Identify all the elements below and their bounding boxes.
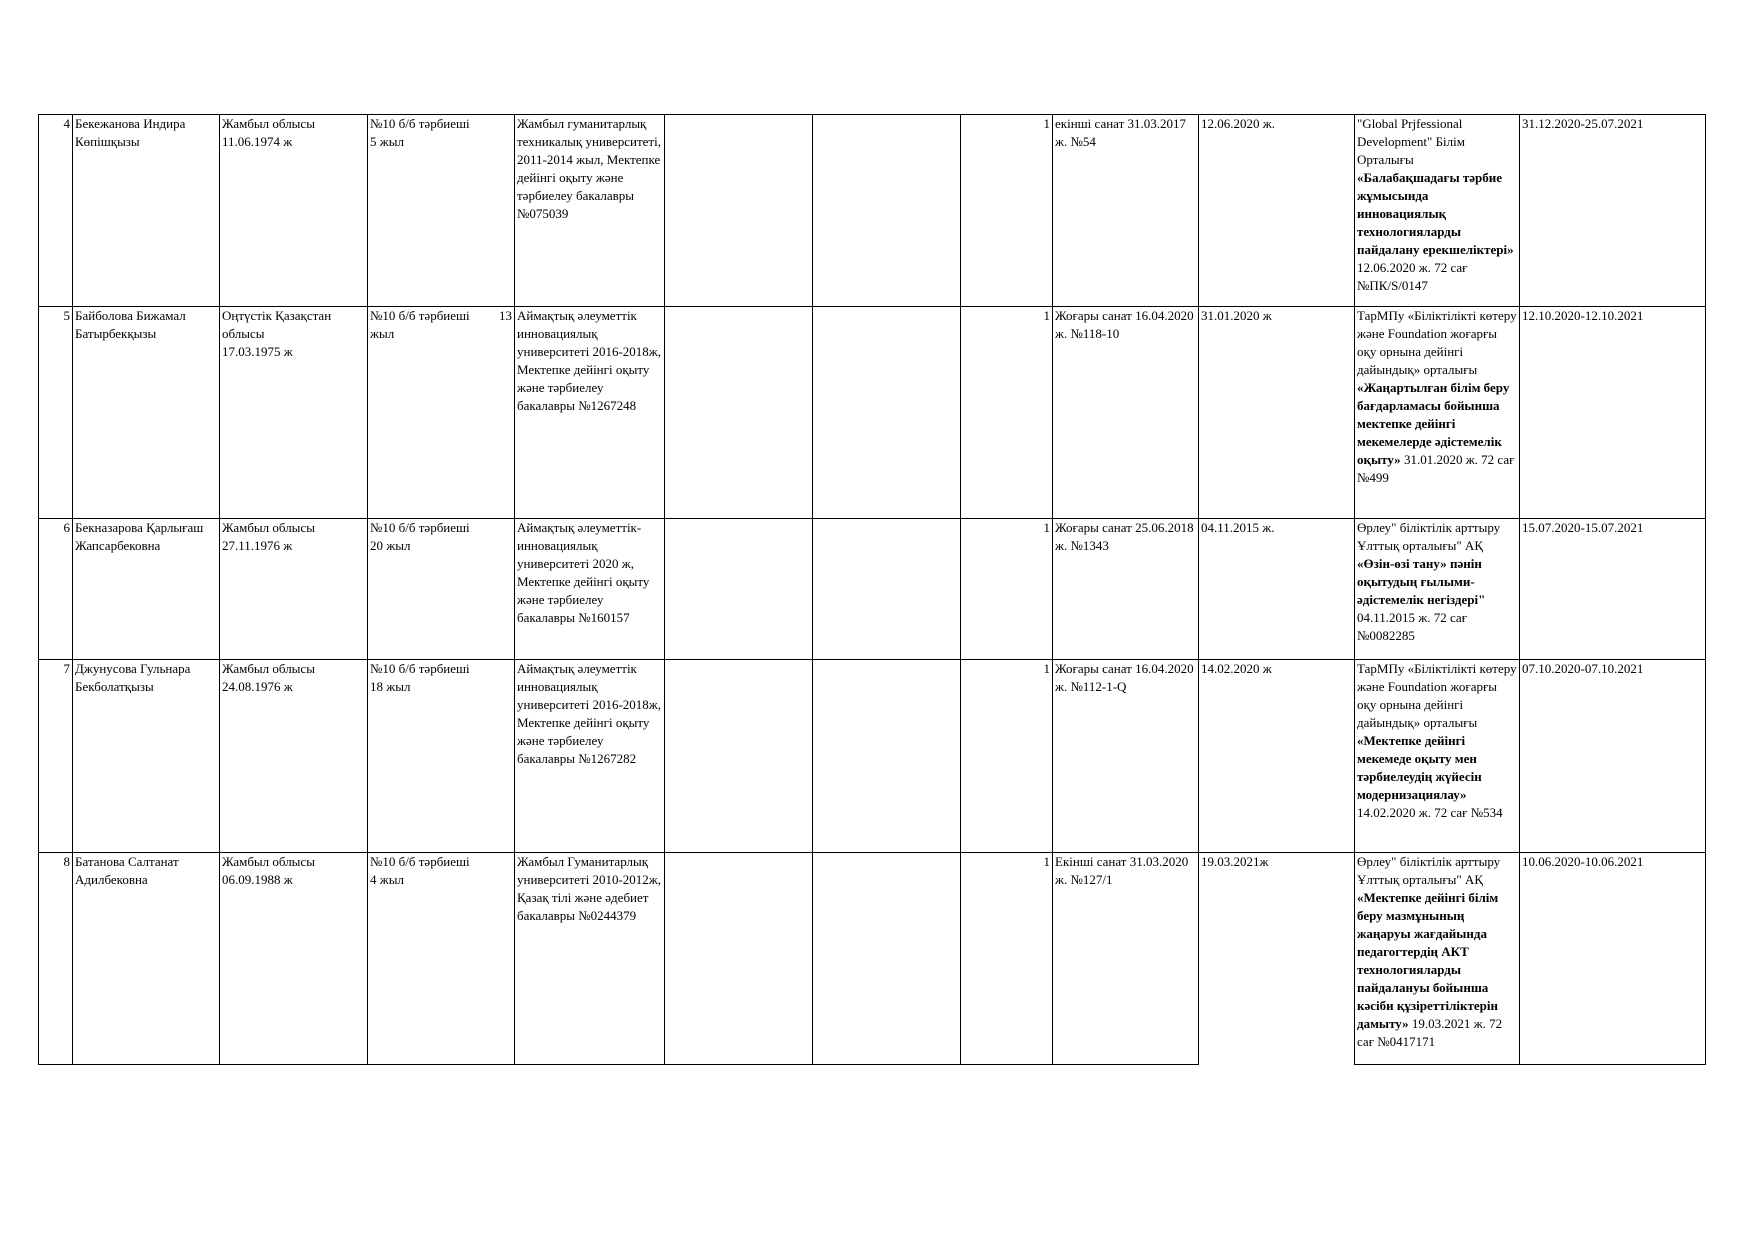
birth-date: 27.11.1976 ж	[222, 538, 293, 553]
course-certificate: 31.01.2020 ж. 72 сағ №499	[1357, 452, 1515, 485]
period-cell: 10.06.2020-10.06.2021	[1520, 853, 1706, 1065]
work-experience: 18 жыл	[370, 679, 411, 694]
empty-cell	[813, 660, 961, 853]
birth-place: Оңтүстік Қазақстан облысы	[222, 308, 332, 341]
empty-cell	[665, 660, 813, 853]
empty-cell	[813, 307, 961, 519]
position-title: №10 б/б тәрбиеші	[370, 661, 470, 676]
birth-date: 11.06.1974 ж	[222, 134, 293, 149]
position-title: №10 б/б тәрбиеші	[370, 116, 470, 131]
staff-table	[38, 114, 1706, 1065]
category-cell: Екінші санат 31.03.2020 ж. №127/1	[1053, 853, 1199, 1065]
position-title: №10 б/б тәрбиеші	[370, 854, 470, 869]
birth-cell	[220, 519, 368, 660]
position-cell	[368, 307, 515, 519]
count-cell: 1	[961, 115, 1053, 307]
education-cell: Аймақтық әлеуметтік-инновациялық университеті 2020 ж, Мектепке дейінгі оқыту және тәрбиелеу бакалавры №160157	[515, 519, 665, 660]
position-title: №10 б/б тәрбиеші	[370, 520, 470, 535]
course-cell	[1355, 660, 1520, 853]
education-cell: Аймақтық әлеуметтік инновациялық университеті 2016-2018ж, Мектепке дейінгі оқыту және тәрбиелеу бакалавры №1267282	[515, 660, 665, 853]
birth-cell	[220, 115, 368, 307]
table-row	[39, 853, 1706, 1065]
category-cell: Жоғары санат 25.06.2018 ж. №1343	[1053, 519, 1199, 660]
attestation-date-cell: 04.11.2015 ж.	[1199, 519, 1355, 660]
birth-cell	[220, 307, 368, 519]
full-name-cell: Джунусова Гульнара Бекболатқызы	[73, 660, 220, 853]
course-title: «Мектепке дейінгі мекемеде оқыту мен тәрбиелеудің жүйесін модернизациялау»	[1357, 733, 1482, 802]
empty-cell	[813, 519, 961, 660]
empty-cell	[665, 853, 813, 1065]
full-name-cell: Байболова Бижамал Батырбекқызы	[73, 307, 220, 519]
period-cell: 15.07.2020-15.07.2021	[1520, 519, 1706, 660]
empty-cell	[813, 115, 961, 307]
position-cell	[368, 853, 515, 1065]
education-cell: Жамбыл Гуманитарлық университеті 2010-2012ж, Қазақ тілі және әдебиет бакалавры №0244379	[515, 853, 665, 1065]
work-experience: жыл	[370, 326, 395, 341]
work-experience: 5 жыл	[370, 134, 404, 149]
attestation-date-cell: 19.03.2021ж	[1201, 854, 1269, 869]
birth-cell	[220, 853, 368, 1065]
position-title: №10 б/б тәрбиеші	[370, 308, 470, 323]
empty-cell	[665, 519, 813, 660]
position-cell	[368, 115, 515, 307]
work-experience: 20 жыл	[370, 538, 411, 553]
work-experience: 4 жыл	[370, 872, 404, 887]
course-cell	[1355, 307, 1520, 519]
category-cell: екінші санат 31.03.2017 ж. №54	[1053, 115, 1199, 307]
position-cell	[368, 519, 515, 660]
course-cell	[1355, 115, 1520, 307]
birth-place: Жамбыл облысы	[222, 116, 315, 131]
empty-cell	[813, 853, 961, 1065]
attestation-date-cell: 14.02.2020 ж	[1199, 660, 1355, 853]
birth-date: 06.09.1988 ж	[222, 872, 293, 887]
table-row	[39, 519, 1706, 660]
course-title: «Мектепке дейінгі білім беру мазмұнының жаңаруы жағдайында педагогтердің АКТ технологияларды пайдалануы бойынша кәсіби құзіреттіліктерін дамыту»	[1357, 890, 1499, 1031]
row-number: 4	[39, 115, 73, 307]
count-cell: 1	[961, 519, 1053, 660]
count-cell: 1	[961, 307, 1053, 519]
row-number: 5	[39, 307, 73, 519]
course-organization: ТарМПу «Біліктілікті көтеру және Foundation жоғарғы оқу орнына дейінгі дайындық» орталығы	[1357, 308, 1517, 377]
course-title: «Жаңартылған білім беру бағдарламасы бойынша мектепке дейінгі мекемелерде әдістемелік оқыту»	[1357, 380, 1510, 467]
education-cell: Жамбыл гуманитарлық техникалық университеті, 2011-2014 жыл, Мектепке дейінгі оқыту және тәрбиелеу бакалавры №075039	[515, 115, 665, 307]
attestation-date-cell: 12.06.2020 ж.	[1199, 115, 1355, 307]
course-cell	[1355, 519, 1520, 660]
education-cell: Аймақтық әлеуметтік инновациялық университеті 2016-2018ж, Мектепке дейінгі оқыту және тәрбиелеу бакалавры №1267248	[515, 307, 665, 519]
period-cell: 07.10.2020-07.10.2021	[1520, 660, 1706, 853]
course-title: «Балабақшадағы тәрбие жұмысында инновациялық технологияларды пайдалану ерекшеліктері»	[1357, 170, 1514, 257]
attestation-date-cell: 31.01.2020 ж	[1199, 307, 1355, 519]
row-number: 7	[39, 660, 73, 853]
position-extra: 13	[499, 308, 512, 323]
empty-cell	[665, 307, 813, 519]
course-organization: Өрлеу" біліктілік арттыру Ұлттық орталығы" АҚ	[1357, 520, 1501, 553]
course-title: «Өзін-өзі тану» пәнін оқытудың ғылыми-әдістемелік негіздері"	[1357, 556, 1486, 607]
course-organization: ТарМПу «Біліктілікті көтеру және Foundation жоғарғы оқу орнына дейінгі дайындық» орталығы	[1357, 661, 1517, 730]
table-row	[39, 307, 1706, 519]
birth-place: Жамбыл облысы	[222, 661, 315, 676]
period-cell: 12.10.2020-12.10.2021	[1520, 307, 1706, 519]
birth-place: Жамбыл облысы	[222, 854, 315, 869]
course-certificate: 12.06.2020 ж. 72 сағ №ПК/S/0147	[1357, 260, 1468, 293]
position-cell	[368, 660, 515, 853]
empty-cell	[665, 115, 813, 307]
course-certificate: 19.03.2021 ж. 72 сағ №0417171	[1357, 1016, 1503, 1049]
table-row	[39, 660, 1706, 853]
course-organization: "Global Prjfessional Development" Білім Орталығы	[1357, 116, 1465, 167]
birth-place: Жамбыл облысы	[222, 520, 315, 535]
period-cell: 31.12.2020-25.07.2021	[1520, 115, 1706, 307]
course-organization: Өрлеу" біліктілік арттыру Ұлттық орталығы" АҚ	[1357, 854, 1501, 887]
category-cell: Жоғары санат 16.04.2020 ж. №118-10	[1053, 307, 1199, 519]
full-name-cell: Батанова Салтанат Адилбековна	[73, 853, 220, 1065]
birth-date: 24.08.1976 ж	[222, 679, 293, 694]
row-number: 6	[39, 519, 73, 660]
count-cell: 1	[961, 660, 1053, 853]
full-name-cell: Бекназарова Қарлығаш Жапсарбековна	[73, 519, 220, 660]
course-cell	[1355, 853, 1520, 1065]
table-body	[39, 115, 1706, 1065]
birth-date: 17.03.1975 ж	[222, 344, 293, 359]
table-row	[39, 115, 1706, 307]
category-cell: Жоғары санат 16.04.2020 ж. №112-1-Q	[1053, 660, 1199, 853]
course-certificate: 04.11.2015 ж. 72 сағ №0082285	[1357, 610, 1468, 643]
row-number: 8	[39, 853, 73, 1065]
course-certificate: 14.02.2020 ж. 72 сағ №534	[1357, 805, 1503, 820]
count-cell: 1	[961, 853, 1053, 1065]
full-name-cell: Бекежанова Индира Көпішқызы	[73, 115, 220, 307]
birth-cell	[220, 660, 368, 853]
